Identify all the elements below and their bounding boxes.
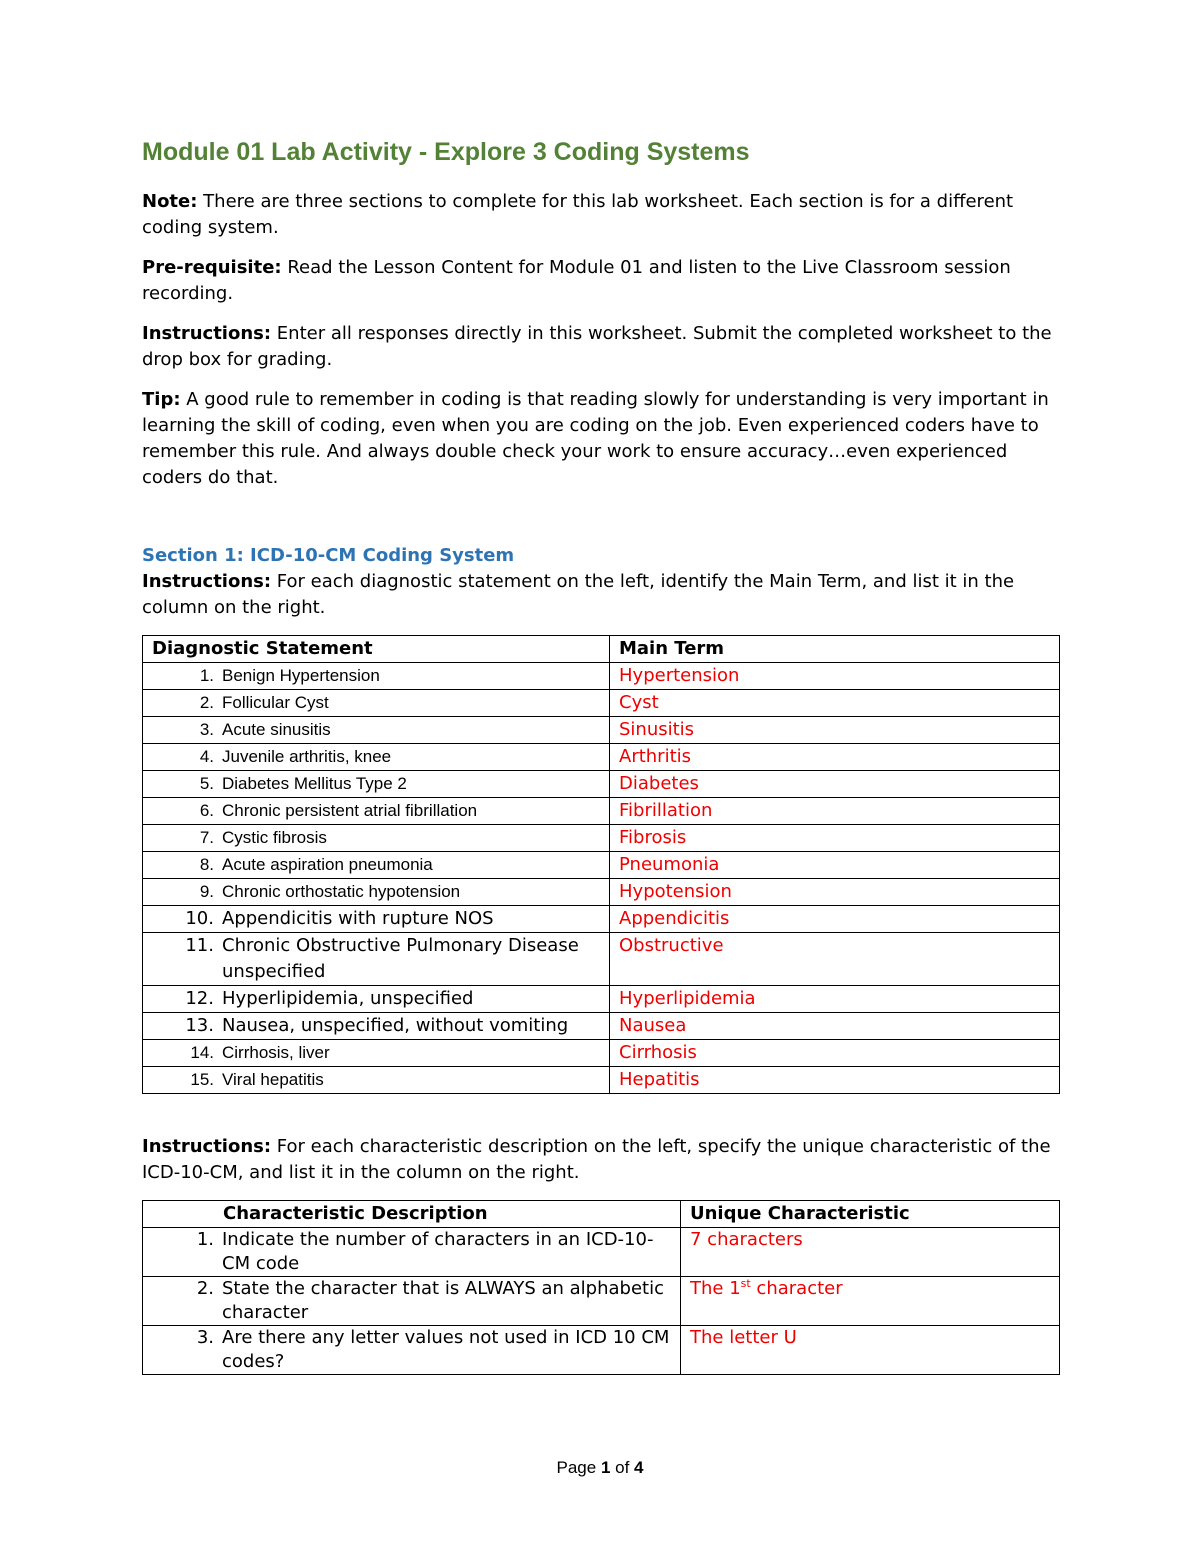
section1-instructions [142,569,1060,621]
diagnostic-statement: Chronic Obstructive Pulmonary Disease unspecified [222,935,579,982]
footer-page-label: Page [556,1458,601,1477]
main-term-table [142,635,1060,1094]
row-number: 14. [190,1043,214,1062]
worksheet-page [142,138,1060,1375]
diagnostic-statement: Acute aspiration pneumonia [222,855,433,874]
page-title: Module 01 Lab Activity - Explore 3 Coding Systems [142,138,750,166]
main-term-answer: Appendicitis [610,906,1060,933]
row-number: 10. [185,908,214,929]
table-row [143,690,1060,717]
characteristic-desc: State the character that is ALWAYS an alphabetic character [222,1278,664,1323]
row-number: 3. [199,720,214,739]
unique-characteristic-answer [681,1277,1060,1326]
diagnostic-statement-cell [143,1040,610,1067]
diagnostic-statement-cell [143,933,610,986]
prereq-paragraph [142,255,1060,307]
main-term-answer: Cyst [610,690,1060,717]
diagnostic-statement-cell [143,825,610,852]
note-paragraph [142,189,1060,241]
diagnostic-statement-cell [143,986,610,1013]
characteristic-table [142,1200,1060,1375]
characteristic-desc: Indicate the number of characters in an ICD-10-CM code [222,1229,654,1274]
diagnostic-statement: Follicular Cyst [222,693,329,712]
diagnostic-statement: Cystic fibrosis [222,828,327,847]
table-row [143,663,1060,690]
answer-pre: The 1 [690,1278,741,1299]
unique-characteristic-answer: The letter U [681,1326,1060,1375]
table-row [143,771,1060,798]
diagnostic-statement-cell [143,690,610,717]
main-term-answer: Hepatitis [610,1067,1060,1094]
table-row [143,1277,1060,1326]
diagnostic-statement-cell [143,1013,610,1040]
diagnostic-statement-cell [143,852,610,879]
table-row [143,1040,1060,1067]
table-row [143,879,1060,906]
diagnostic-statement-header: Diagnostic Statement [143,636,610,663]
table-row [143,825,1060,852]
diagnostic-statement: Diabetes Mellitus Type 2 [222,774,407,793]
row-number: 12. [185,988,214,1009]
row-number: 2. [196,1278,214,1299]
row-number: 5. [199,774,214,793]
characteristic-desc: Are there any letter values not used in ICD 10 CM codes? [222,1327,670,1372]
row-number: 2. [199,693,214,712]
section1-instr-text: For each diagnostic statement on the left, identify the Main Term, and list it in the column on the right. [142,571,1015,618]
main-term-answer: Arthritis [610,744,1060,771]
row-number: 9. [199,882,214,901]
table-row [143,798,1060,825]
instructions-text: Enter all responses directly in this worksheet. Submit the completed worksheet to the drop box for grading. [142,323,1052,370]
row-number: 1. [199,666,214,685]
diagnostic-statement-cell [143,771,610,798]
diagnostic-statement: Acute sinusitis [222,720,331,739]
main-term-table-body [143,663,1060,1094]
row-number: 15. [190,1070,214,1089]
row-number: 7. [199,828,214,847]
prereq-text: Read the Lesson Content for Module 01 and listen to the Live Classroom session recording. [142,257,1011,304]
table-header-row [143,1201,1060,1228]
characteristic-description-header: Characteristic Description [143,1201,681,1228]
table-row [143,717,1060,744]
diagnostic-statement: Nausea, unspecified, without vomiting [222,1015,569,1036]
table-row [143,906,1060,933]
table-row [143,1067,1060,1094]
note-label: Note: [142,191,198,212]
table-row [143,933,1060,986]
main-term-answer: Pneumonia [610,852,1060,879]
main-term-answer: Hyperlipidemia [610,986,1060,1013]
main-term-answer: Hypertension [610,663,1060,690]
diagnostic-statement-cell [143,1067,610,1094]
row-number: 13. [185,1015,214,1036]
diagnostic-statement-cell [143,744,610,771]
characteristic-desc-cell [143,1326,681,1375]
answer-post: character [750,1278,843,1299]
row-number: 4. [199,747,214,766]
main-term-answer: Hypotension [610,879,1060,906]
characteristic-table-body [143,1228,1060,1375]
row-number: 11. [185,935,214,956]
table-row [143,1228,1060,1277]
table-header-row [143,636,1060,663]
diagnostic-statement: Cirrhosis, liver [222,1043,330,1062]
diagnostic-statement: Hyperlipidemia, unspecified [222,988,474,1009]
table-row [143,986,1060,1013]
section1-instr2-text: For each characteristic description on the left, specify the unique characteristic of the ICD-10-CM, and list it in the column on the right. [142,1136,1051,1183]
row-number: 3. [196,1327,214,1348]
main-term-header: Main Term [610,636,1060,663]
table-row [143,744,1060,771]
diagnostic-statement: Chronic persistent atrial fibrillation [222,801,478,820]
tip-paragraph [142,387,1060,491]
diagnostic-statement: Appendicitis with rupture NOS [222,908,494,929]
instructions-paragraph [142,321,1060,373]
diagnostic-statement: Juvenile arthritis, knee [222,747,392,766]
characteristic-desc-cell [143,1228,681,1277]
table-row [143,1013,1060,1040]
diagnostic-statement-cell [143,798,610,825]
diagnostic-statement-cell [143,663,610,690]
table-row [143,852,1060,879]
section1-instr-label: Instructions: [142,571,272,592]
row-number: 8. [199,855,214,874]
unique-characteristic-answer: 7 characters [681,1228,1060,1277]
footer-of-label: of [610,1458,635,1477]
footer-page-total: 4 [634,1458,644,1477]
page-footer [0,1458,1200,1478]
row-number: 6. [199,801,214,820]
unique-characteristic-header: Unique Characteristic [681,1201,1060,1228]
main-term-answer: Sinusitis [610,717,1060,744]
main-term-answer: Cirrhosis [610,1040,1060,1067]
row-number: 1. [196,1229,214,1250]
note-text: There are three sections to complete for this lab worksheet. Each section is for a different coding system. [142,191,1014,238]
section1-instructions-2 [142,1134,1060,1186]
section1-instr2-label: Instructions: [142,1136,272,1157]
instructions-label: Instructions: [142,323,272,344]
diagnostic-statement-cell [143,717,610,744]
characteristic-desc-cell [143,1277,681,1326]
main-term-answer: Diabetes [610,771,1060,798]
main-term-answer: Fibrosis [610,825,1060,852]
main-term-answer: Obstructive [610,933,1060,986]
answer-sup: st [740,1277,751,1290]
diagnostic-statement-cell [143,906,610,933]
diagnostic-statement: Benign Hypertension [222,666,380,685]
tip-text: A good rule to remember in coding is that reading slowly for understanding is very important in learning the skill of coding, even when you are coding on the job. Even experienced coders have to remember this rule. And always double check your work to ensure accuracy…even experienced coders do that. [142,389,1049,488]
table-row [143,1326,1060,1375]
main-term-answer: Fibrillation [610,798,1060,825]
diagnostic-statement: Viral hepatitis [222,1070,324,1089]
prereq-label: Pre-requisite: [142,257,282,278]
diagnostic-statement-cell [143,879,610,906]
tip-label: Tip: [142,389,181,410]
main-term-answer: Nausea [610,1013,1060,1040]
section1-heading: Section 1: ICD-10-CM Coding System [142,545,515,566]
footer-page-num: 1 [600,1458,611,1477]
diagnostic-statement: Chronic orthostatic hypotension [222,882,461,901]
